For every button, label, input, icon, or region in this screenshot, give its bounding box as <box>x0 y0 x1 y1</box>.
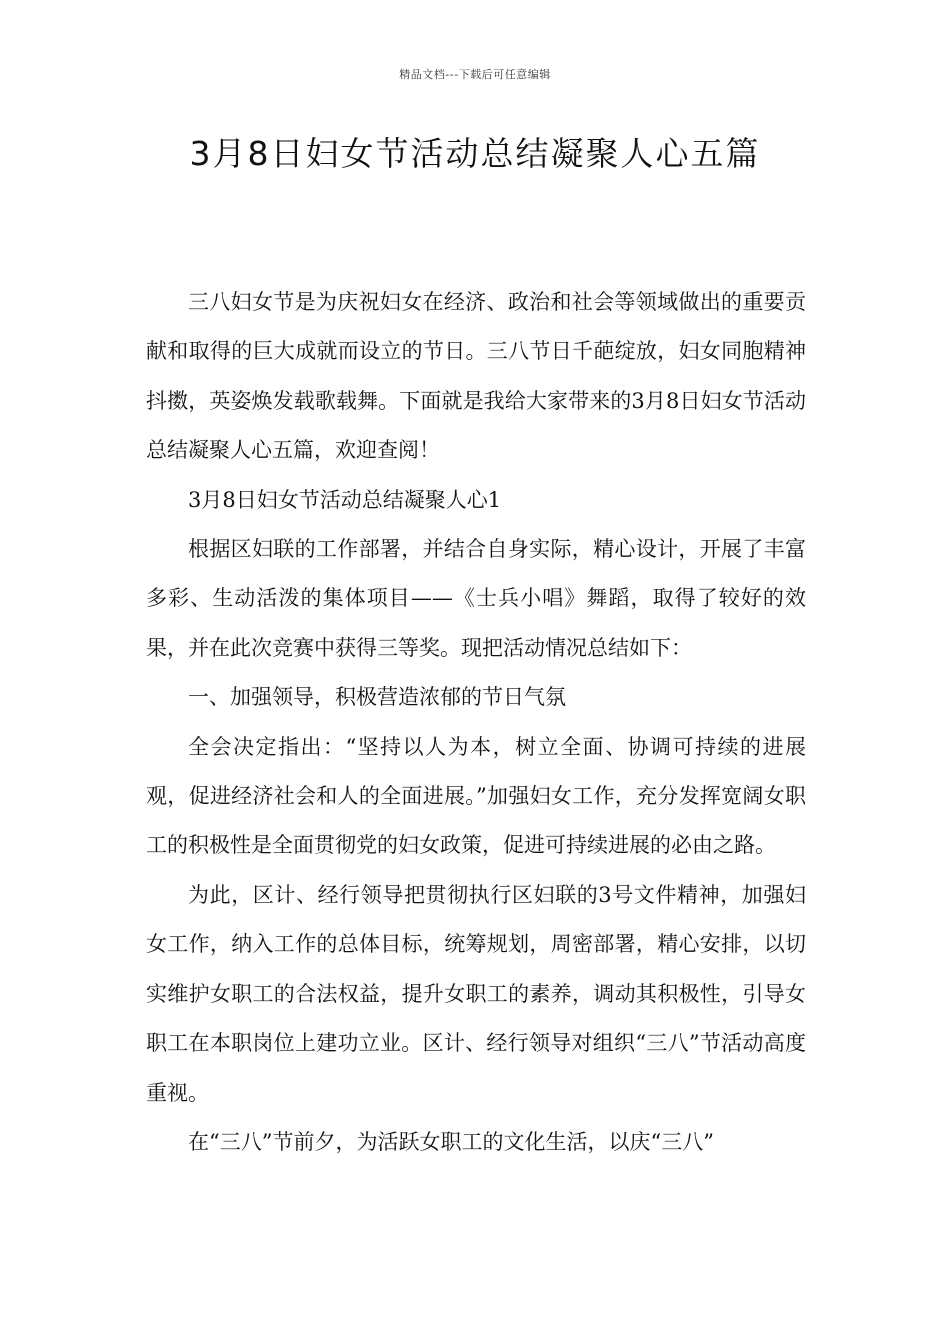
page-header: 精品文档---下载后可任意编辑 <box>399 68 551 81</box>
paragraph-overview: 根据区妇联的工作部署，并结合自身实际，精心设计，开展了丰富多彩、生动活泼的集体项目——《士兵小唱》舞蹈，取得了较好的效果，并在此次竞赛中获得三等奖。现把活动情况总结如下： <box>146 537 806 660</box>
document-title: 3月8日妇女节活动总结凝聚人心五篇 <box>189 134 761 173</box>
paragraph-leadership: 为此，区计、经行领导把贯彻执行区妇联的3号文件精神，加强妇女工作，纳入工作的总体目标，统筹规划，周密部署，精心安排，以切实维护女职工的合法权益，提升女职工的素养，调动其积极性，引导女职工在本职岗位上建功立业。区计、经行领导对组织“三八”节活动高度重视。 <box>146 882 806 1105</box>
document-body <box>146 278 806 1167</box>
subsection-heading-1: 一、加强领导，积极营造浓郁的节日气氛 <box>188 685 566 710</box>
paragraph-eve: 在“三八”节前夕，为活跃女职工的文化生活，以庆“三八” <box>188 1129 714 1154</box>
paragraph-intro: 三八妇女节是为庆祝妇女在经济、政治和社会等领域做出的重要贡献和取得的巨大成就而设立的节日。三八节日千葩绽放，妇女同胞精神抖擞，英姿焕发载歌载舞。下面就是我给大家带来的3月8日妇女节活动总结凝聚人心五篇，欢迎查阅！ <box>146 290 806 463</box>
section-heading-1: 3月8日妇女节活动总结凝聚人心1 <box>188 487 502 512</box>
paragraph-decision: 全会决定指出：“坚持以人为本，树立全面、协调可持续的进展观，促进经济社会和人的全面进展。”加强妇女工作，充分发挥宽阔女职工的积极性是全面贯彻党的妇女政策，促进可持续进展的必由之路。 <box>146 734 806 858</box>
